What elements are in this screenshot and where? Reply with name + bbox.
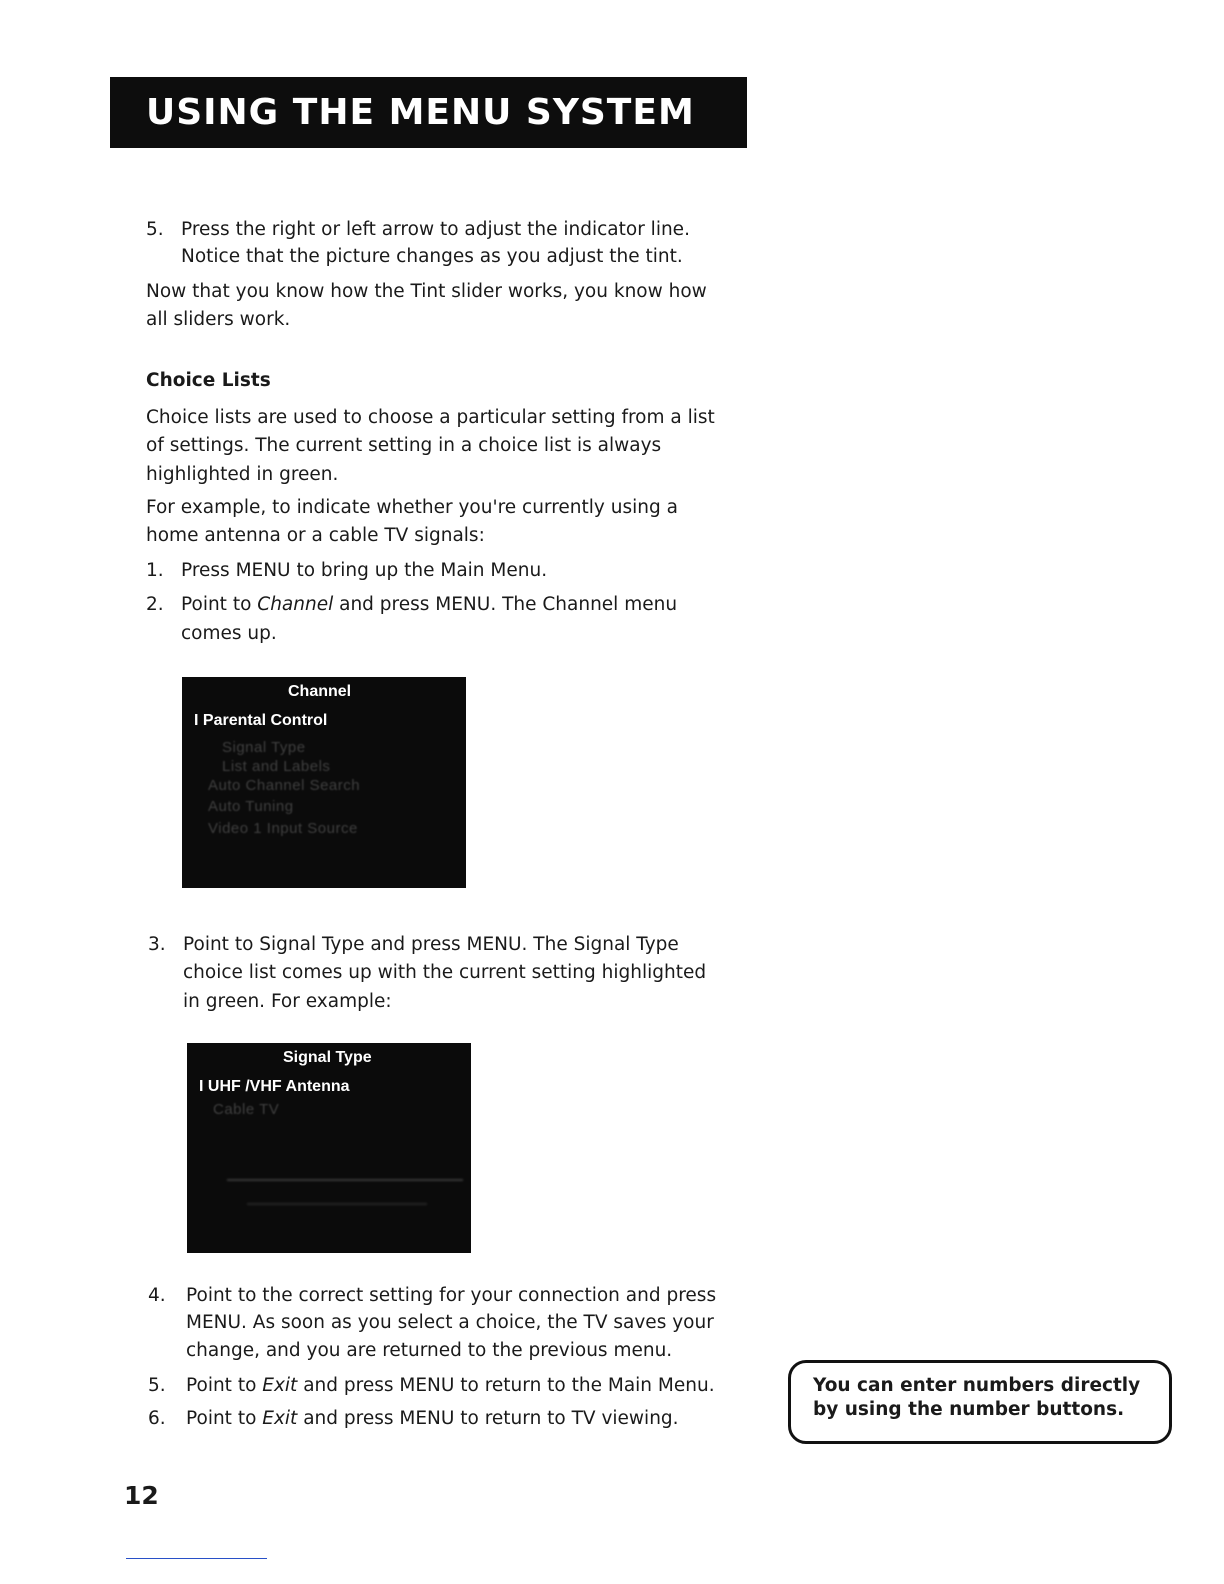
step-number: 2.: [146, 594, 164, 615]
menu-item: Video 1 Input Source: [208, 820, 358, 837]
footer-rule: [126, 1558, 267, 1559]
step-text: Notice that the picture changes as you adjust the tint.: [181, 246, 683, 267]
section-title-banner: [110, 77, 747, 148]
paragraph-text: all sliders work.: [146, 309, 291, 330]
step-text: Point to the correct setting for your connection and press: [186, 1285, 717, 1306]
step-number: 5.: [146, 219, 164, 240]
screen-noise-line: [227, 1179, 463, 1181]
subheading-choice-lists: Choice Lists: [146, 370, 271, 391]
section-title: USING THE MENU SYSTEM: [146, 92, 695, 133]
menu-item-selected: I UHF /VHF Antenna: [199, 1078, 350, 1095]
step-text: MENU. As soon as you select a choice, the TV saves your: [186, 1312, 714, 1333]
step-text: Point to Signal Type and press MENU. The Signal Type: [183, 934, 679, 955]
menu-title: Signal Type: [283, 1049, 372, 1066]
paragraph-text: Now that you know how the Tint slider works, you know how: [146, 281, 707, 302]
step-text: comes up.: [181, 623, 277, 644]
tip-text: by using the number buttons.: [813, 1399, 1125, 1420]
paragraph-text: For example, to indicate whether you're currently using a: [146, 497, 678, 518]
step-text: change, and you are returned to the previous menu.: [186, 1340, 673, 1361]
step-number: 1.: [146, 560, 164, 581]
paragraph-text: home antenna or a cable TV signals:: [146, 525, 485, 546]
menu-item-selected: I Parental Control: [194, 712, 328, 729]
menu-item: Auto Channel Search: [208, 777, 361, 794]
step-text: Press MENU to bring up the Main Menu.: [181, 560, 548, 581]
menu-title: Channel: [288, 683, 352, 700]
step-text: Press the right or left arrow to adjust the indicator line.: [181, 219, 690, 240]
menu-item: Auto Tuning: [208, 798, 294, 815]
paragraph-text: highlighted in green.: [146, 464, 339, 485]
step-text: choice list comes up with the current setting highlighted: [183, 962, 707, 983]
menu-item: Signal Type: [222, 739, 306, 756]
step-number: 3.: [148, 934, 166, 955]
step-text: Point to Exit and press MENU to return to the Main Menu.: [186, 1375, 715, 1396]
menu-item: List and Labels: [222, 758, 331, 775]
screen-noise-line: [247, 1203, 427, 1205]
page-number: 12: [124, 1481, 159, 1510]
menu-item: Cable TV: [213, 1101, 280, 1118]
step-text: Point to Channel and press MENU. The Channel menu: [181, 594, 678, 615]
paragraph-text: of settings. The current setting in a choice list is always: [146, 435, 662, 456]
signal-type-menu-screenshot: [187, 1043, 471, 1253]
channel-menu-screenshot: [182, 677, 466, 888]
step-number: 5.: [148, 1375, 166, 1396]
step-text: Point to Exit and press MENU to return to TV viewing.: [186, 1408, 679, 1429]
step-number: 6.: [148, 1408, 166, 1429]
step-text: in green. For example:: [183, 991, 392, 1012]
step-number: 4.: [148, 1285, 166, 1306]
tip-text: You can enter numbers directly: [813, 1375, 1141, 1396]
paragraph-text: Choice lists are used to choose a particular setting from a list: [146, 407, 715, 428]
tip-callout-box: [788, 1360, 1172, 1444]
